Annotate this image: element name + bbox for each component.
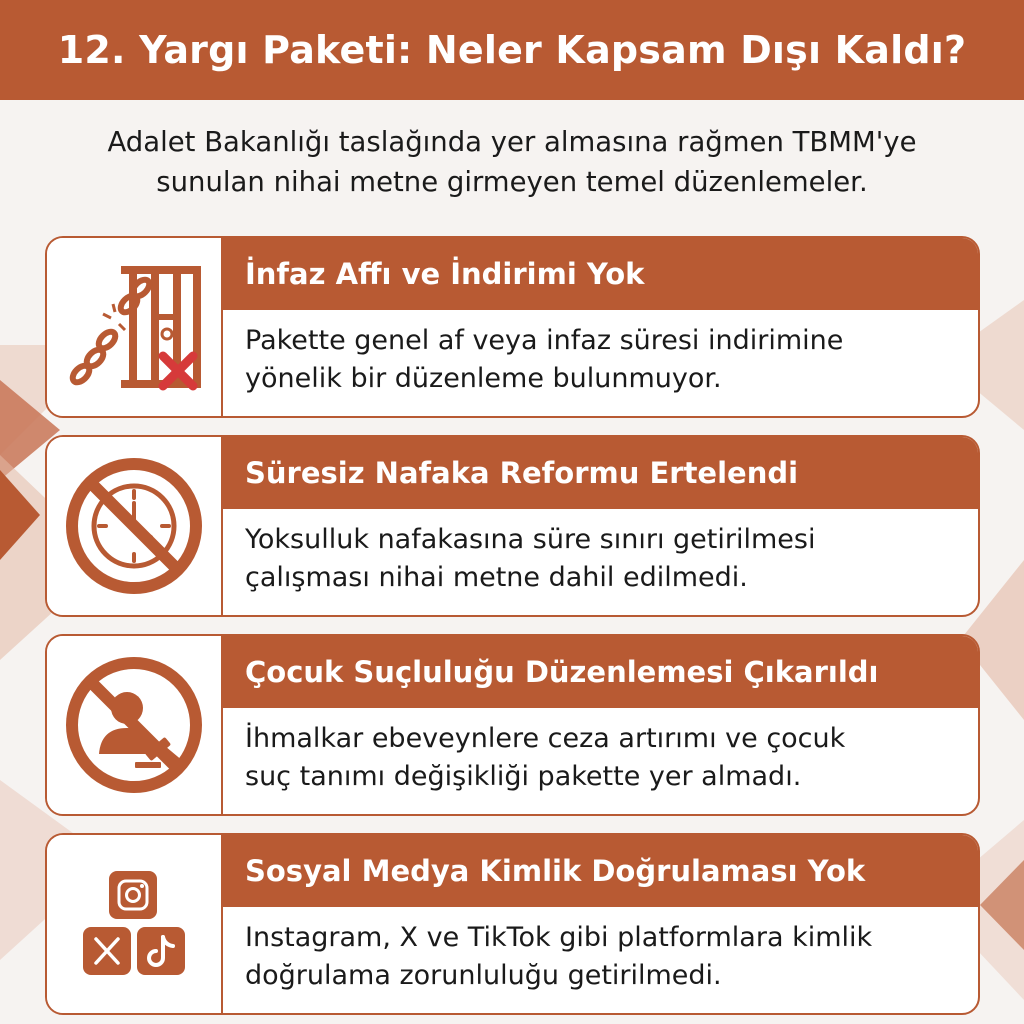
prohibited-clock-icon [59, 451, 209, 601]
card-sentence-amnesty [45, 236, 980, 418]
intro-line-2: sunulan nihai metne girmeyen temel düzenlemeler. [156, 166, 868, 198]
card-description-line-1: Yoksulluk nafakasına süre sınırı getirilmesi [245, 524, 816, 555]
card-social-media-verification [45, 833, 980, 1015]
card-juvenile-crime [45, 634, 980, 816]
prohibited-child-gavel-icon [59, 650, 209, 800]
card-description-line-2: doğrulama zorunluluğu getirilmedi. [245, 960, 722, 991]
card-description-line-2: yönelik bir düzenleme bulunmuyor. [245, 363, 722, 394]
header-bar [0, 0, 1024, 100]
card-icon-cell [47, 636, 223, 814]
card-title: Çocuk Suçluluğu Düzenlemesi Çıkarıldı [223, 636, 978, 708]
card-icon-cell [47, 835, 223, 1013]
social-media-icons [59, 849, 209, 999]
card-description [223, 708, 978, 796]
page-title: 12. Yargı Paketi: Neler Kapsam Dışı Kaldı? [57, 28, 967, 72]
instagram-icon [109, 871, 157, 919]
x-icon [83, 927, 131, 975]
card-description-line-2: çalışması nihai metne dahil edilmedi. [245, 562, 748, 593]
card-title: İnfaz Affı ve İndirimi Yok [223, 238, 978, 310]
card-description [223, 509, 978, 597]
card-title: Süresiz Nafaka Reformu Ertelendi [223, 437, 978, 509]
card-description-line-2: suç tanımı değişikliği pakette yer almadı. [245, 761, 802, 792]
card-description-line-1: İhmalkar ebeveynlere ceza artırımı ve çocuk [245, 723, 846, 754]
card-alimony-reform [45, 435, 980, 617]
tiktok-icon [137, 927, 185, 975]
intro-text [20, 122, 1004, 202]
card-description-line-1: Pakette genel af veya infaz süresi indirimine [245, 325, 844, 356]
card-icon-cell [47, 437, 223, 615]
card-icon-cell [47, 238, 223, 416]
card-description-line-1: Instagram, X ve TikTok gibi platformlara kimlik [245, 922, 873, 953]
card-title: Sosyal Medya Kimlik Doğrulaması Yok [223, 835, 978, 907]
card-description [223, 310, 978, 398]
card-description [223, 907, 978, 995]
intro-line-1: Adalet Bakanlığı taslağında yer almasına rağmen TBMM'ye [107, 126, 917, 158]
broken-chain-prison-bars-icon [59, 252, 209, 402]
